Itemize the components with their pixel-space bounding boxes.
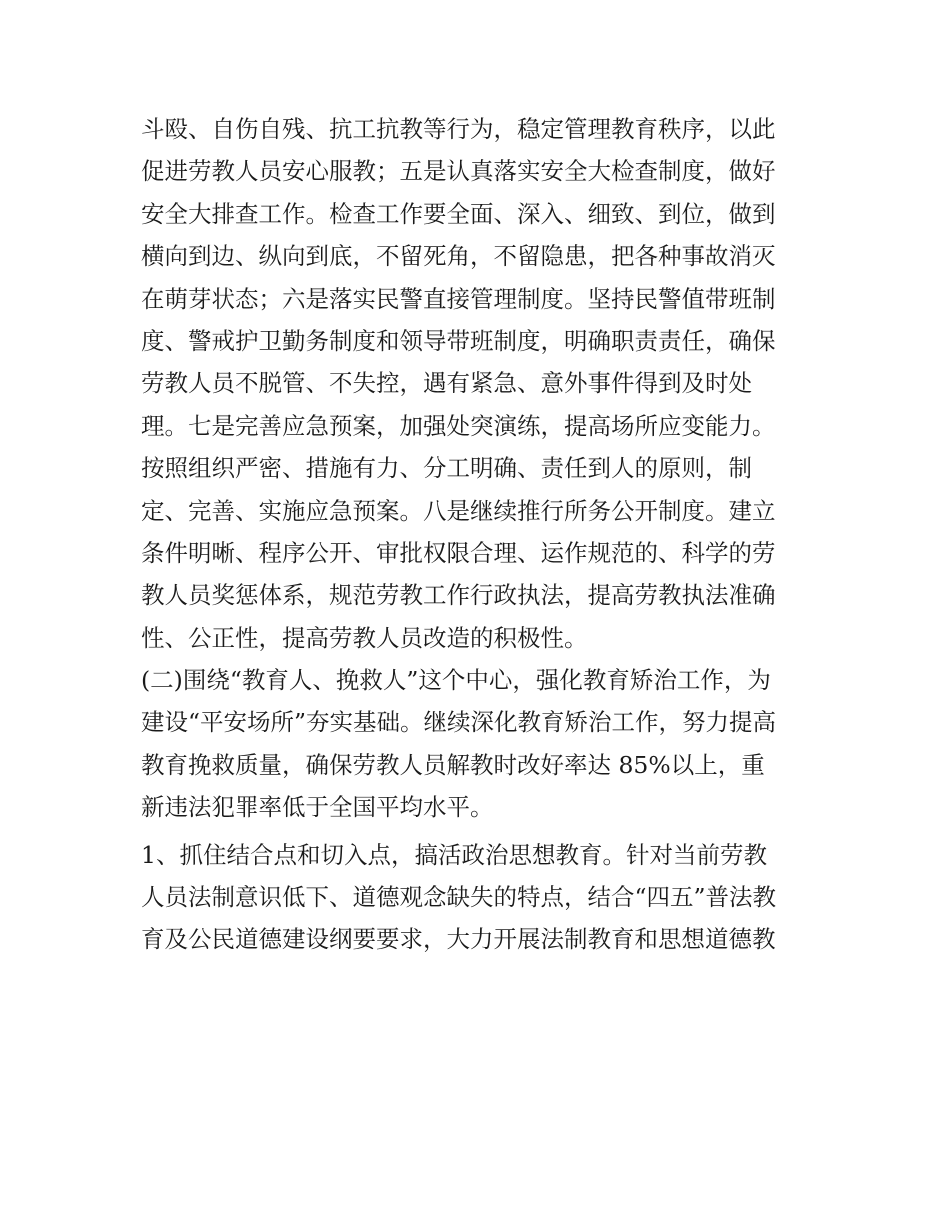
text-line: 定、完善、实施应急预案。八是继续推行所务公开制度。建立 [141, 496, 776, 525]
text-line: 度、警戒护卫勤务制度和领导带班制度，明确职责责任，确保 [141, 326, 776, 355]
text-line: 建设“平安场所”夯实基础。继续深化教育矫治工作，努力提高 [141, 708, 777, 737]
text-line: 斗殴、自伤自残、抗工抗教等行为，稳定管理教育秩序，以此 [141, 115, 776, 143]
text-line: 劳教人员不脱管、不失控，遇有紧急、意外事件得到及时处 [141, 369, 752, 398]
numbered-item-line: 1、抓住结合点和切入点，搞活政治思想教育。针对当前劳教 [141, 840, 767, 869]
text-line: 教育挽救质量，确保劳教人员解教时改好率达 85%以上，重 [141, 750, 765, 779]
text-line: 理。七是完善应急预案，加强处突演练，提高场所应变能力。 [141, 411, 776, 440]
text-line: 新违法犯罪率低于全国平均水平。 [141, 793, 494, 822]
text-line: 育及公民道德建设纲要要求，大力开展法制教育和思想道德教 [141, 925, 776, 954]
text-line: 按照组织严密、措施有力、分工明确、责任到人的原则，制 [141, 454, 752, 483]
text-line: 促进劳教人员安心服教；五是认真落实安全大检查制度，做好 [141, 157, 776, 186]
text-line: 教人员奖惩体系，规范劳教工作行政执法，提高劳教执法准确 [141, 581, 776, 610]
text-line: 在萌芽状态；六是落实民警直接管理制度。坚持民警值带班制 [141, 284, 776, 313]
body-text [141, 108, 821, 961]
text-line: 条件明晰、程序公开、审批权限合理、运作规范的、科学的劳 [141, 538, 776, 567]
text-line: 性、公正性，提高劳教人员改造的积极性。 [141, 623, 588, 652]
text-line: 人员法制意识低下、道德观念缺失的特点，结合“四五”普法教 [141, 883, 777, 912]
text-line: 安全大排查工作。检查工作要全面、深入、细致、到位，做到 [141, 199, 776, 228]
section-heading-line: (二)围绕“教育人、挽救人”这个中心，强化教育矫治工作，为 [141, 666, 771, 695]
text-line: 横向到边、纵向到底，不留死角，不留隐患，把各种事故消灭 [141, 242, 776, 271]
